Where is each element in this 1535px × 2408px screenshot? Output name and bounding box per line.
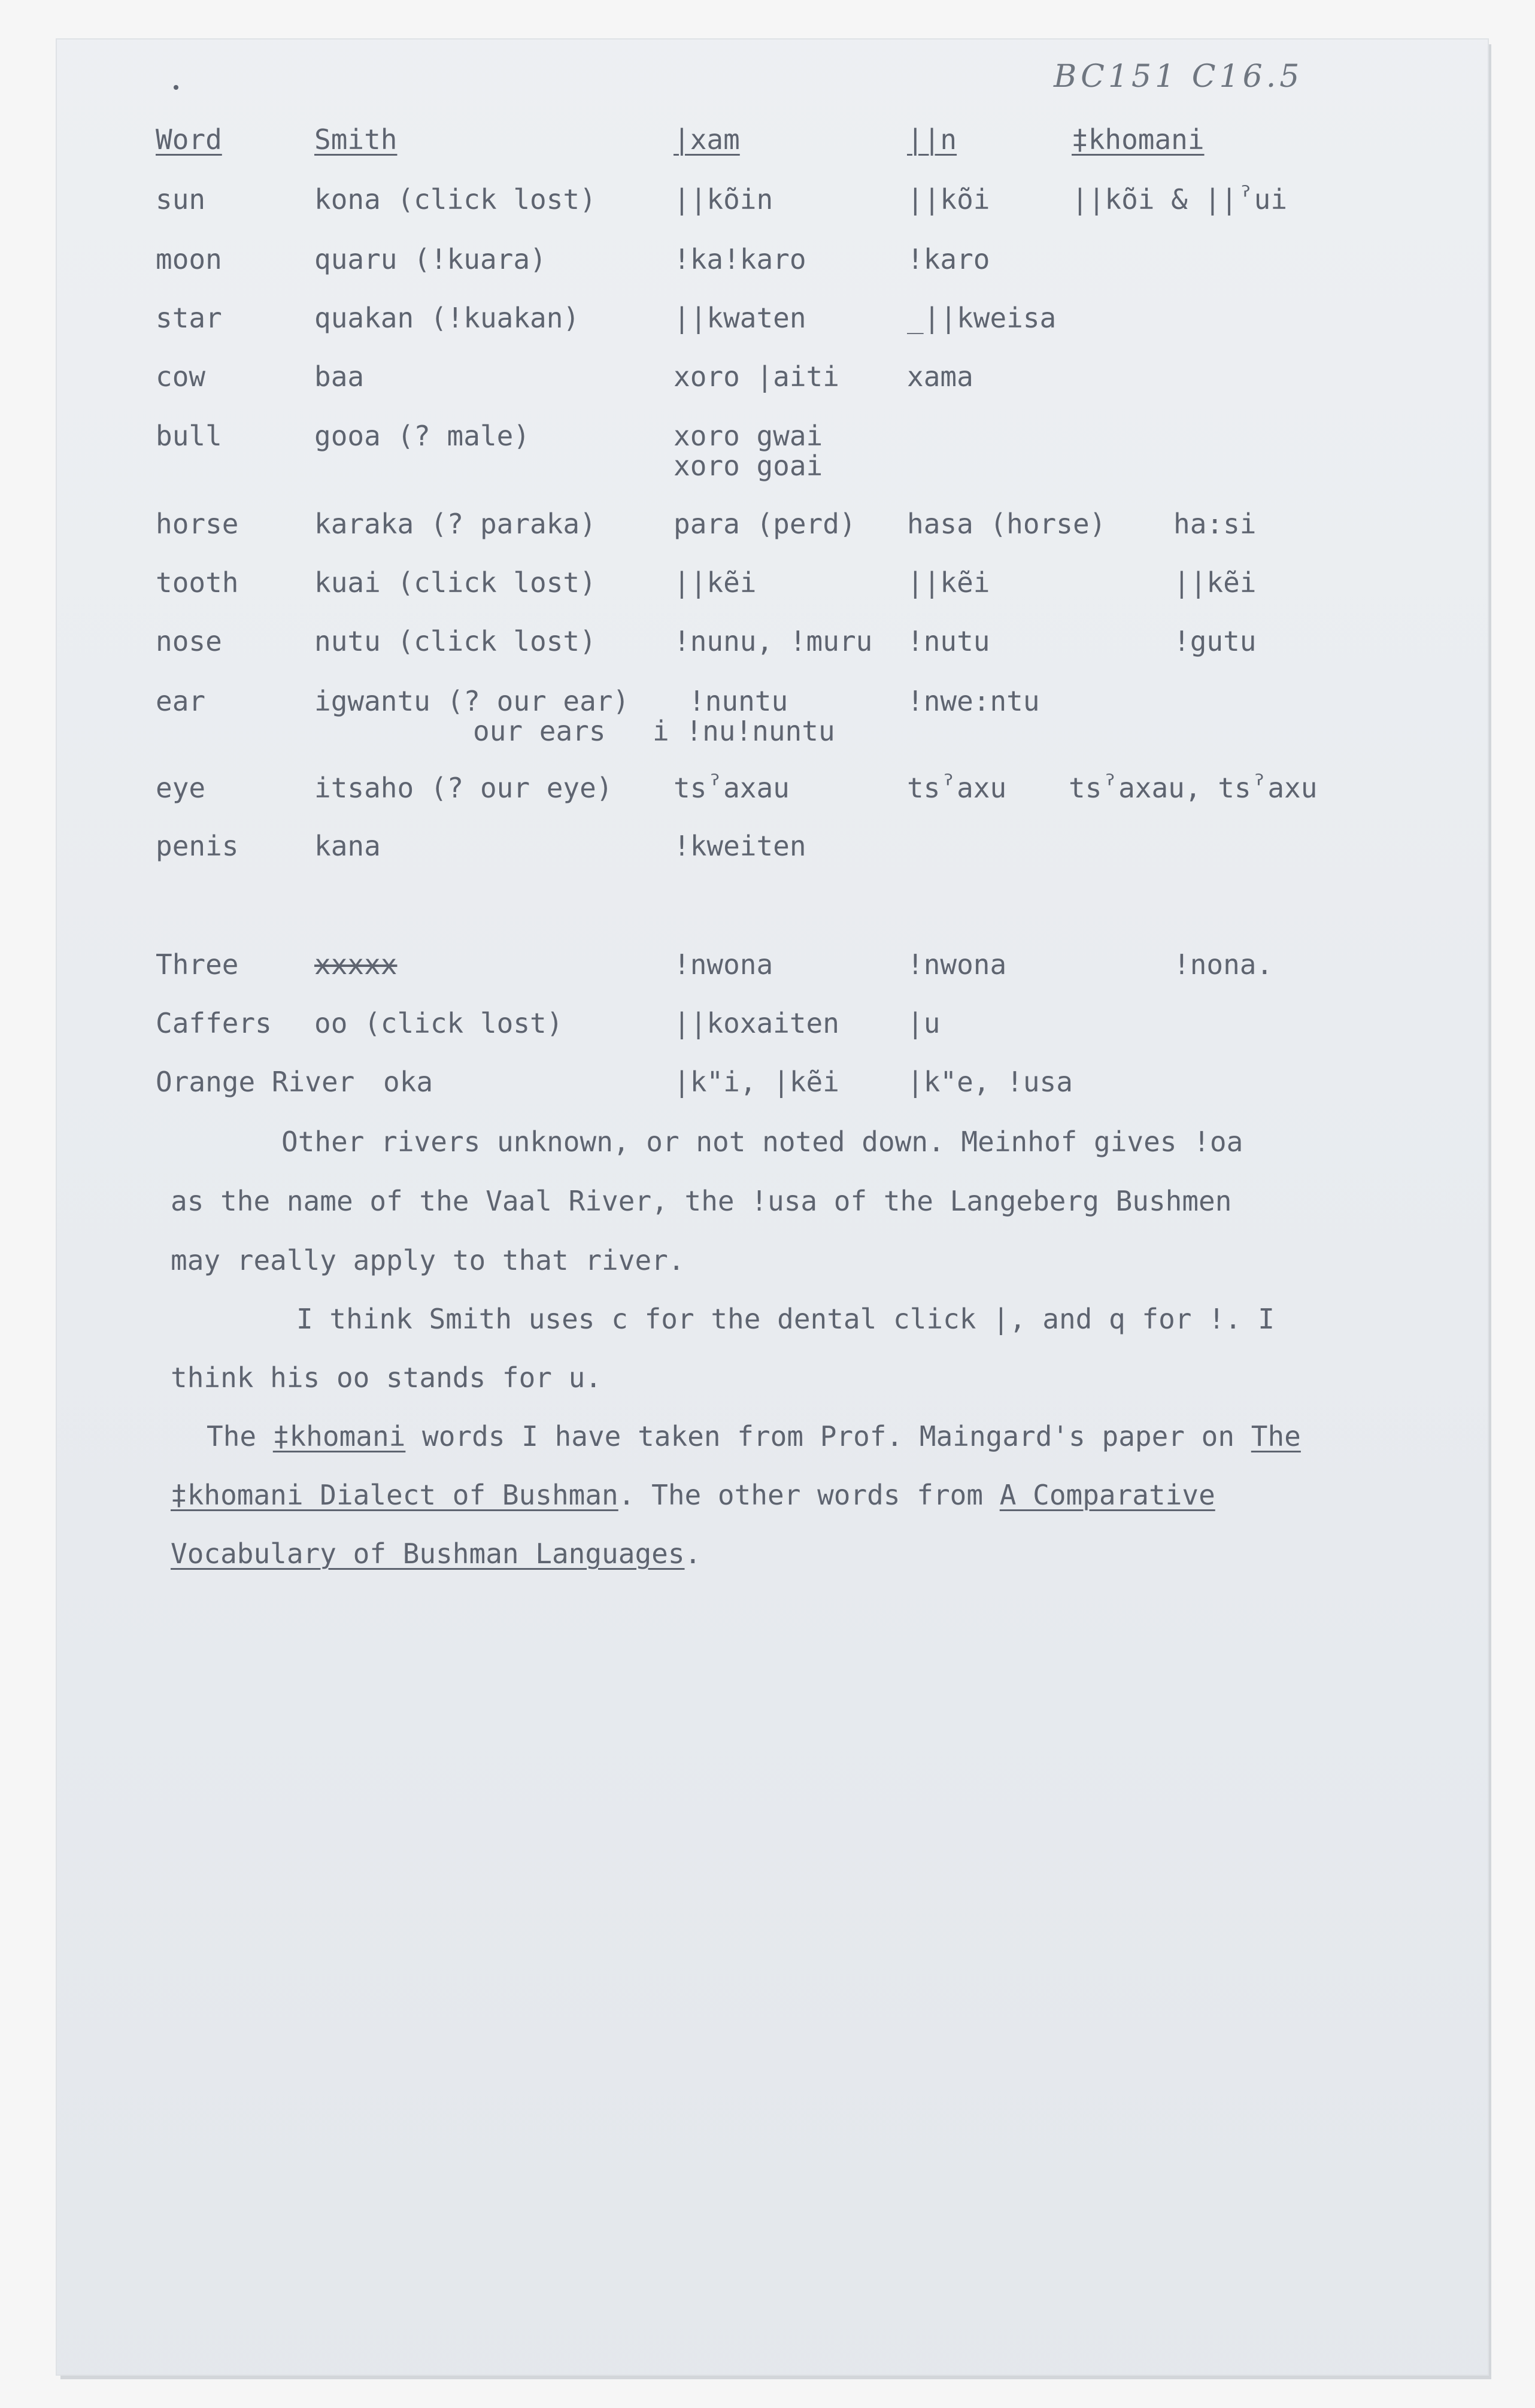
row-smith: itsaho (? our eye) [314, 772, 613, 804]
row-xam: para (perd) [674, 508, 856, 540]
row-xam-line2: xoro goai [674, 450, 823, 482]
row-xam: xoro |aiti [674, 360, 839, 393]
row-khomani: ha:si [1173, 508, 1257, 540]
row-xam: |k"i, |kẽi [674, 1066, 839, 1098]
text-span: words I have taken from Prof. Maingard's paper on [405, 1420, 1251, 1452]
row-n: |k"e, !usa [907, 1066, 1073, 1098]
header-khomani: ‡khomani [1072, 123, 1205, 156]
row-n: xama [907, 360, 973, 393]
row-xam: !ka!karo [674, 243, 806, 275]
row-smith: karaka (? paraka) [314, 508, 596, 540]
row-xam: !kweiten [674, 830, 806, 862]
row-n: tsˀaxu [907, 772, 1007, 804]
paragraph-line [171, 1537, 702, 1570]
row-word: sun [156, 183, 206, 216]
row-n: |u [907, 1007, 941, 1039]
text-span: . [684, 1537, 702, 1570]
row-xam: ||kwaten [674, 302, 806, 334]
paragraph-line: may really apply to that river. [171, 1244, 685, 1276]
row-xam: ||koxaiten [674, 1007, 839, 1039]
row-xam: ||kẽi [674, 566, 757, 599]
row-smith: quakan (!kuakan) [314, 302, 580, 334]
row-word: Orange River [156, 1066, 355, 1098]
row-smith: nutu (click lost) [314, 625, 596, 657]
ink-dot [174, 85, 178, 90]
row-smith: oka [383, 1066, 433, 1098]
row-khomani: tsˀaxau, tsˀaxu [1069, 772, 1318, 804]
paragraph-line [171, 1481, 1215, 1509]
row-khomani: ||kẽi [1173, 566, 1257, 599]
paper-title: ‡khomani Dialect of Bushman [171, 1479, 618, 1511]
row-n: !karo [907, 243, 990, 275]
book-title-part1: A Comparative [999, 1479, 1215, 1511]
row-xam: tsˀaxau [674, 772, 790, 804]
row-word: Caffers [156, 1007, 272, 1039]
row-xam: !nwona [674, 948, 773, 981]
row-smith: kuai (click lost) [314, 566, 596, 599]
struck-out-text: xxxxx [314, 948, 398, 981]
paragraph-line [207, 1420, 1301, 1452]
book-title-part2: Vocabulary of Bushman Languages [171, 1537, 685, 1570]
row-xam: !nuntu [688, 685, 788, 717]
title-start: The [1251, 1420, 1301, 1452]
paragraph-line: Other rivers unknown, or not noted down. Meinhof gives !oa [281, 1126, 1243, 1158]
paragraph-line: I think Smith uses c for the dental click |, and q for !. I [296, 1303, 1275, 1335]
row-smith: igwantu (? our ear) [314, 685, 630, 717]
row-smith: kana [314, 830, 381, 862]
header-smith: Smith [314, 123, 398, 156]
underlined-term: ‡khomani [272, 1420, 406, 1452]
row-xam-line2: i !nu!nuntu [653, 715, 835, 747]
row-smith: baa [314, 360, 365, 393]
header-word: Word [156, 123, 222, 156]
row-smith: kona (click lost) [314, 183, 596, 216]
row-word: tooth [156, 566, 239, 599]
paragraph-line: as the name of the Vaal River, the !usa of the Langeberg Bushmen [171, 1185, 1232, 1217]
row-n: hasa (horse) [907, 508, 1106, 540]
text-span: . The other words from [618, 1479, 1000, 1511]
row-xam: !nunu, !muru [674, 625, 873, 657]
paragraph-line: think his oo stands for u. [171, 1361, 602, 1394]
row-smith-line2: our ears [473, 715, 606, 747]
row-word: horse [156, 508, 239, 540]
row-khomani: ||kõi & ||ˀui [1072, 183, 1288, 216]
row-n: !nutu [907, 625, 990, 657]
row-n: !nwe:ntu [907, 685, 1040, 717]
row-khomani: !gutu [1173, 625, 1257, 657]
row-word: bull [156, 420, 222, 452]
row-xam: ||kõin [674, 183, 773, 216]
row-smith: oo (click lost) [314, 1007, 563, 1039]
handwritten-annotation: BC151 C16.5 [1054, 59, 1303, 95]
text-span: The [207, 1420, 273, 1452]
header-n: ||n [907, 123, 957, 156]
row-word: star [156, 302, 222, 334]
row-n: !nwona [907, 948, 1007, 981]
row-n: ||kõi [907, 183, 990, 216]
header-xam: |xam [674, 123, 740, 156]
row-word: nose [156, 625, 222, 657]
row-n: ||kẽi [907, 566, 990, 599]
row-word: moon [156, 243, 222, 275]
row-word: eye [156, 772, 206, 804]
row-xam: xoro gwai [674, 420, 823, 452]
row-smith: quaru (!kuara) [314, 243, 547, 275]
row-n: _||kweisa [907, 302, 1057, 334]
row-word: ear [156, 685, 206, 717]
row-word: cow [156, 360, 206, 393]
row-word: Three [156, 948, 239, 981]
row-khomani: !nona. [1173, 948, 1273, 981]
row-smith: gooa (? male) [314, 420, 530, 452]
row-word: penis [156, 830, 239, 862]
